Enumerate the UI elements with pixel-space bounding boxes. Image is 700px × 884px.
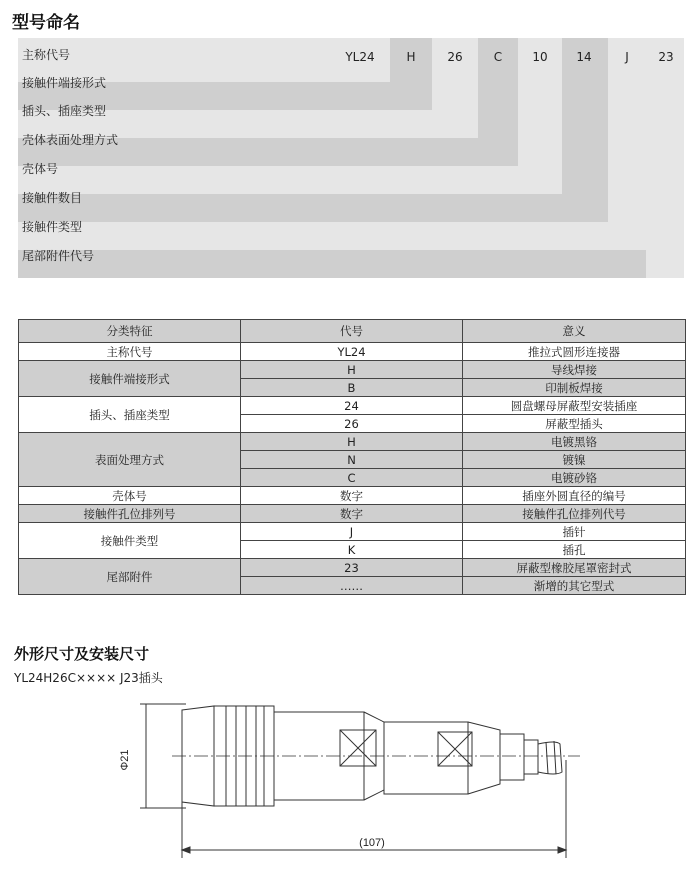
table-category: 接触件类型 — [19, 523, 241, 559]
cable-end — [538, 742, 562, 774]
table-row — [19, 397, 686, 415]
naming-band — [390, 38, 432, 110]
table-code: J — [241, 523, 463, 541]
table-row — [19, 487, 686, 505]
table-category: 壳体号 — [19, 487, 241, 505]
table-header-row — [19, 320, 686, 343]
naming-band — [18, 250, 646, 278]
table-category: 接触件端接形式 — [19, 361, 241, 397]
table-meaning: 渐增的其它型式 — [463, 577, 686, 595]
table-code: H — [241, 361, 463, 379]
tail-cone — [468, 722, 500, 794]
naming-band — [18, 166, 518, 194]
table-code: YL24 — [241, 343, 463, 361]
table-category: 接触件孔位排列号 — [19, 505, 241, 523]
naming-code: C — [493, 50, 503, 64]
table-meaning: 镀镍 — [463, 451, 686, 469]
section-title-naming: 型号命名 — [12, 13, 80, 33]
table-meaning: 插针 — [463, 523, 686, 541]
naming-code: J — [625, 50, 629, 64]
table-code: N — [241, 451, 463, 469]
naming-code: YL24 — [345, 50, 375, 64]
naming-band — [18, 194, 562, 222]
table-meaning: 导线焊接 — [463, 361, 686, 379]
table-code: …… — [241, 577, 463, 595]
tail-boot — [500, 734, 524, 780]
table-category: 插头、插座类型 — [19, 397, 241, 433]
connector-drawing — [0, 690, 700, 884]
table-meaning: 插座外圆直径的编号 — [463, 487, 686, 505]
naming-label-contact-type: 接触件类型 — [22, 220, 83, 234]
part-label: YL24H26C×××× J23插头 — [14, 671, 163, 685]
naming-code: 26 — [447, 50, 463, 64]
table-meaning: 推拉式圆形连接器 — [463, 343, 686, 361]
table-meaning: 接触件孔位排列代号 — [463, 505, 686, 523]
table-meaning: 电镀黑铬 — [463, 433, 686, 451]
naming-label-tail: 尾部附件代号 — [22, 249, 95, 263]
table-row — [19, 361, 686, 379]
table-header: 意义 — [463, 320, 686, 343]
naming-code: 10 — [532, 50, 548, 64]
table-code: 24 — [241, 397, 463, 415]
table-category: 尾部附件 — [19, 559, 241, 595]
naming-code: 14 — [576, 50, 592, 64]
table-code: B — [241, 379, 463, 397]
table-category: 表面处理方式 — [19, 433, 241, 487]
naming-band — [646, 38, 684, 278]
diameter-label: Φ21 — [119, 749, 131, 771]
table-row — [19, 433, 686, 451]
naming-label-surface: 壳体表面处理方式 — [22, 133, 119, 147]
table-category: 主称代号 — [19, 343, 241, 361]
naming-code: H — [406, 50, 416, 64]
section-title-dimensions: 外形尺寸及安装尺寸 — [14, 645, 150, 663]
table-meaning: 插孔 — [463, 541, 686, 559]
naming-band — [608, 38, 646, 250]
table-header: 代号 — [241, 320, 463, 343]
table-code: 数字 — [241, 487, 463, 505]
naming-label-plug-type: 插头、插座类型 — [22, 104, 107, 118]
length-label: (107) — [359, 837, 385, 849]
table-meaning: 屏蔽型橡胶尾罩密封式 — [463, 559, 686, 577]
code-table — [18, 319, 686, 595]
table-code: 26 — [241, 415, 463, 433]
table-code: C — [241, 469, 463, 487]
table-row — [19, 559, 686, 577]
table-header: 分类特征 — [19, 320, 241, 343]
naming-label-shell: 壳体号 — [22, 162, 59, 176]
naming-label-contact-count: 接触件数目 — [22, 191, 83, 205]
naming-label-termination: 接触件端接形式 — [22, 76, 107, 90]
table-row — [19, 343, 686, 361]
table-meaning: 电镀砂铬 — [463, 469, 686, 487]
naming-band — [18, 222, 608, 250]
naming-label-main-code: 主称代号 — [22, 48, 71, 62]
table-meaning: 屏蔽型插头 — [463, 415, 686, 433]
naming-band — [562, 38, 608, 222]
table-code: H — [241, 433, 463, 451]
naming-code: 23 — [658, 50, 674, 64]
table-row — [19, 523, 686, 541]
naming-diagram — [18, 38, 684, 278]
table-code: 数字 — [241, 505, 463, 523]
table-code: 23 — [241, 559, 463, 577]
table-meaning: 圆盘螺母屏蔽型安装插座 — [463, 397, 686, 415]
table-meaning: 印制板焊接 — [463, 379, 686, 397]
table-row — [19, 505, 686, 523]
table-code: K — [241, 541, 463, 559]
